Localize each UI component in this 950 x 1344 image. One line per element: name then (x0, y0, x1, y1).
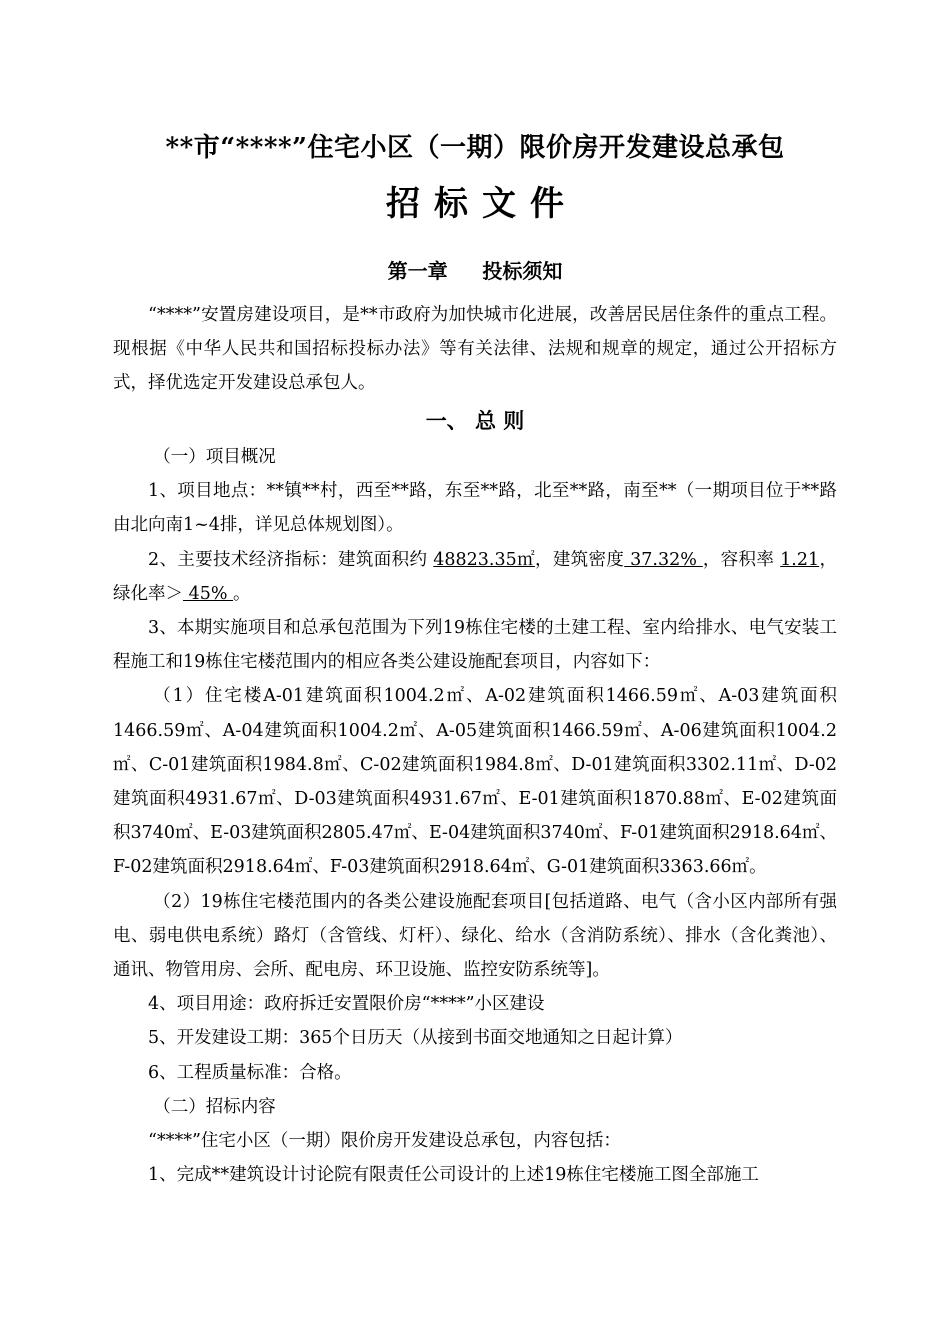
document-title: **市“****”住宅小区（一期）限价房开发建设总承包 (165, 133, 785, 163)
indicator-text-e: 。 (233, 583, 251, 604)
indicator-text-a: 2、主要技术经济指标：建筑面积约 (148, 549, 434, 570)
chapter-heading: 第一章 投标须知 (387, 259, 563, 283)
tender-content-intro: “****”住宅小区（一期）限价房开发建设总承包，内容包括： (148, 1131, 621, 1152)
item-construction-period: 5、开发建设工期：365个日历天（从接到书面交地通知之日起计算） (148, 1028, 683, 1049)
green-ratio-value: 45% (183, 583, 234, 604)
item-project-location: 1、项目地点：**镇**村，西至**路，东至**路，北至**路，南至**（一期项目位于**路由北向南1~4排，详见总体规划图）。 (113, 481, 837, 536)
indicator-text-d: ，绿化率＞ (113, 549, 837, 604)
intro-paragraph: “****”安置房建设项目，是**市政府为加快城市化进展，改善居民居住条件的重点工程。现根据《中华人民共和国招标投标办法》等有关法律、法规和规章的规定，通过公开招标方式，择优选定开发建设总承包人。 (113, 305, 837, 394)
document-subtitle: 招标文件 (386, 184, 578, 224)
item-public-facilities: （2）19栋住宅楼范围内的各类公建设施配套项目[包括道路、电气（含小区内部所有强电、弱电供电系统）路灯（含管线、灯杆）、绿化、给水（含消防系统）、排水（含化粪池）、通讯、物管用房、会所、配电房、环卫设施、监控安防系统等]。 (113, 891, 837, 981)
floor-area-ratio-value: 1.21 (780, 549, 820, 570)
subsection-tender-content: （二）招标内容 (153, 1096, 276, 1117)
indicator-text-b: ，建筑密度 (534, 549, 625, 570)
item-technical-indicators (113, 543, 837, 611)
building-area-value: 48823.35㎡ (433, 549, 535, 570)
subsection-project-overview: （一）项目概况 (153, 447, 276, 467)
item-project-use: 4、项目用途：政府拆迁安置限价房“****”小区建设 (148, 994, 545, 1015)
item-implementation-scope: 3、本期实施项目和总承包范围为下列19栋住宅楼的土建工程、室内给排水、电气安装工程施工和19栋住宅楼范围内的相应各类公建设施配套项目，内容如下： (113, 618, 837, 673)
section-heading: 一、 总 则 (425, 408, 525, 433)
item-quality-standard: 6、工程质量标准：合格。 (148, 1062, 352, 1083)
indicator-text-c: ，容积率 (702, 549, 781, 570)
general-rules-block (113, 440, 837, 1192)
intro-block (113, 298, 837, 401)
building-density-value: 37.32% (624, 549, 703, 570)
item-residential-buildings: （1）住宅楼A-01建筑面积1004.2㎡、A-02建筑面积1466.59㎡、A-03建筑面积1466.59㎡、A-04建筑面积1004.2㎡、A-05建筑面积1466.59㎡、A-06建筑面积1004.2㎡、C-01建筑面积1984.8㎡、C-02建筑面积1984.8㎡、D-01建筑面积3302.11㎡、D-02建筑面积4931.67㎡、D-03建筑面积4931.67㎡、E-01建筑面积1870.88㎡、E-02建筑面积3740㎡、E-03建筑面积2805.47㎡、E-04建筑面积3740㎡、F-01建筑面积2918.64㎡、F-02建筑面积2918.64㎡、F-03建筑面积2918.64㎡、G-01建筑面积3363.66㎡。 (113, 686, 837, 878)
tender-content-item-1: 1、完成**建筑设计讨论院有限责任公司设计的上述19栋住宅楼施工图全部施工 (148, 1165, 759, 1186)
